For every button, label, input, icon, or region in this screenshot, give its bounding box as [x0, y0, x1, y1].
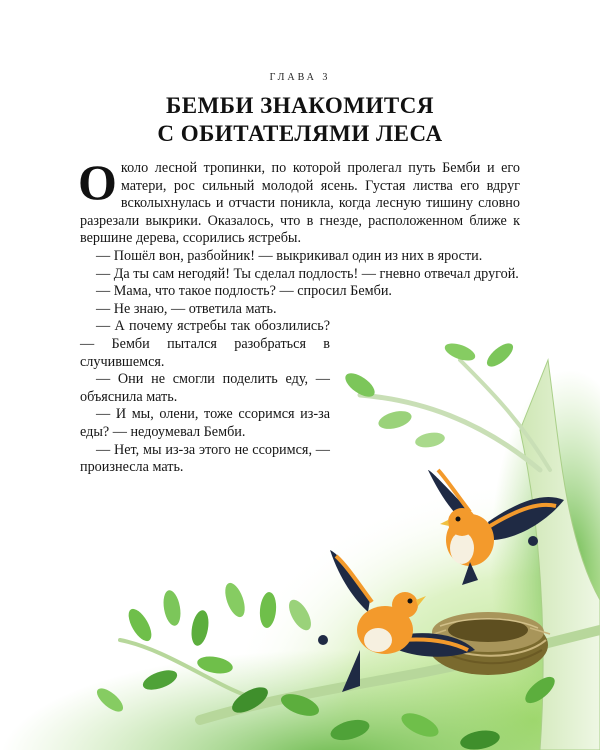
leaf-icon	[124, 605, 156, 644]
drop-cap: О	[78, 154, 117, 210]
chapter-title-line-1: БЕМБИ ЗНАКОМИТСЯ	[166, 93, 434, 118]
dialogue-line: — Да ты сам негодяй! Ты сделал подлость! — гневно отвечал другой.	[96, 265, 519, 282]
dialogue-line: — Не знаю, — ответила мать.	[96, 300, 277, 317]
chapter-title-line-2: С ОБИТАТЕЛЯМИ ЛЕСА	[157, 121, 443, 146]
dialogue-line: — Пошёл вон, разбойник! — выкрикивал один из них в ярости.	[96, 247, 483, 264]
chapter-title	[0, 92, 600, 148]
intro-text: коло лесной тропинки, по которой пролегал путь Бемби и его матери, рос сильный молодой ясень. Густая листва его вдруг всколыхнулась и отчасти поникла, когда лесную тишину словно разрезали выкрики. Оказалось, что в гнезде, расположенном ближе к вершине дерева, ссорились ястребы.	[80, 160, 520, 247]
chapter-text	[78, 154, 520, 477]
dialogue-line: — Нет, мы из-за этого не ссоримся, — произнесла мать.	[80, 441, 330, 476]
dialogue-line: — Они не смогли поделить еду, — объяснила мать.	[80, 371, 330, 405]
dialogue-line: — Мама, что такое подлость? — спросил Бемби.	[96, 283, 392, 300]
intro-paragraph	[78, 154, 520, 248]
chapter-label: ГЛАВА 3	[269, 72, 331, 83]
dialogue-line: — А почему ястребы так обозлились? — Бемби пытался разобраться в случившемся.	[80, 318, 330, 370]
dialogue-line: — И мы, олени, тоже ссоримся из-за еды? — недоумевал Бемби.	[80, 406, 330, 440]
